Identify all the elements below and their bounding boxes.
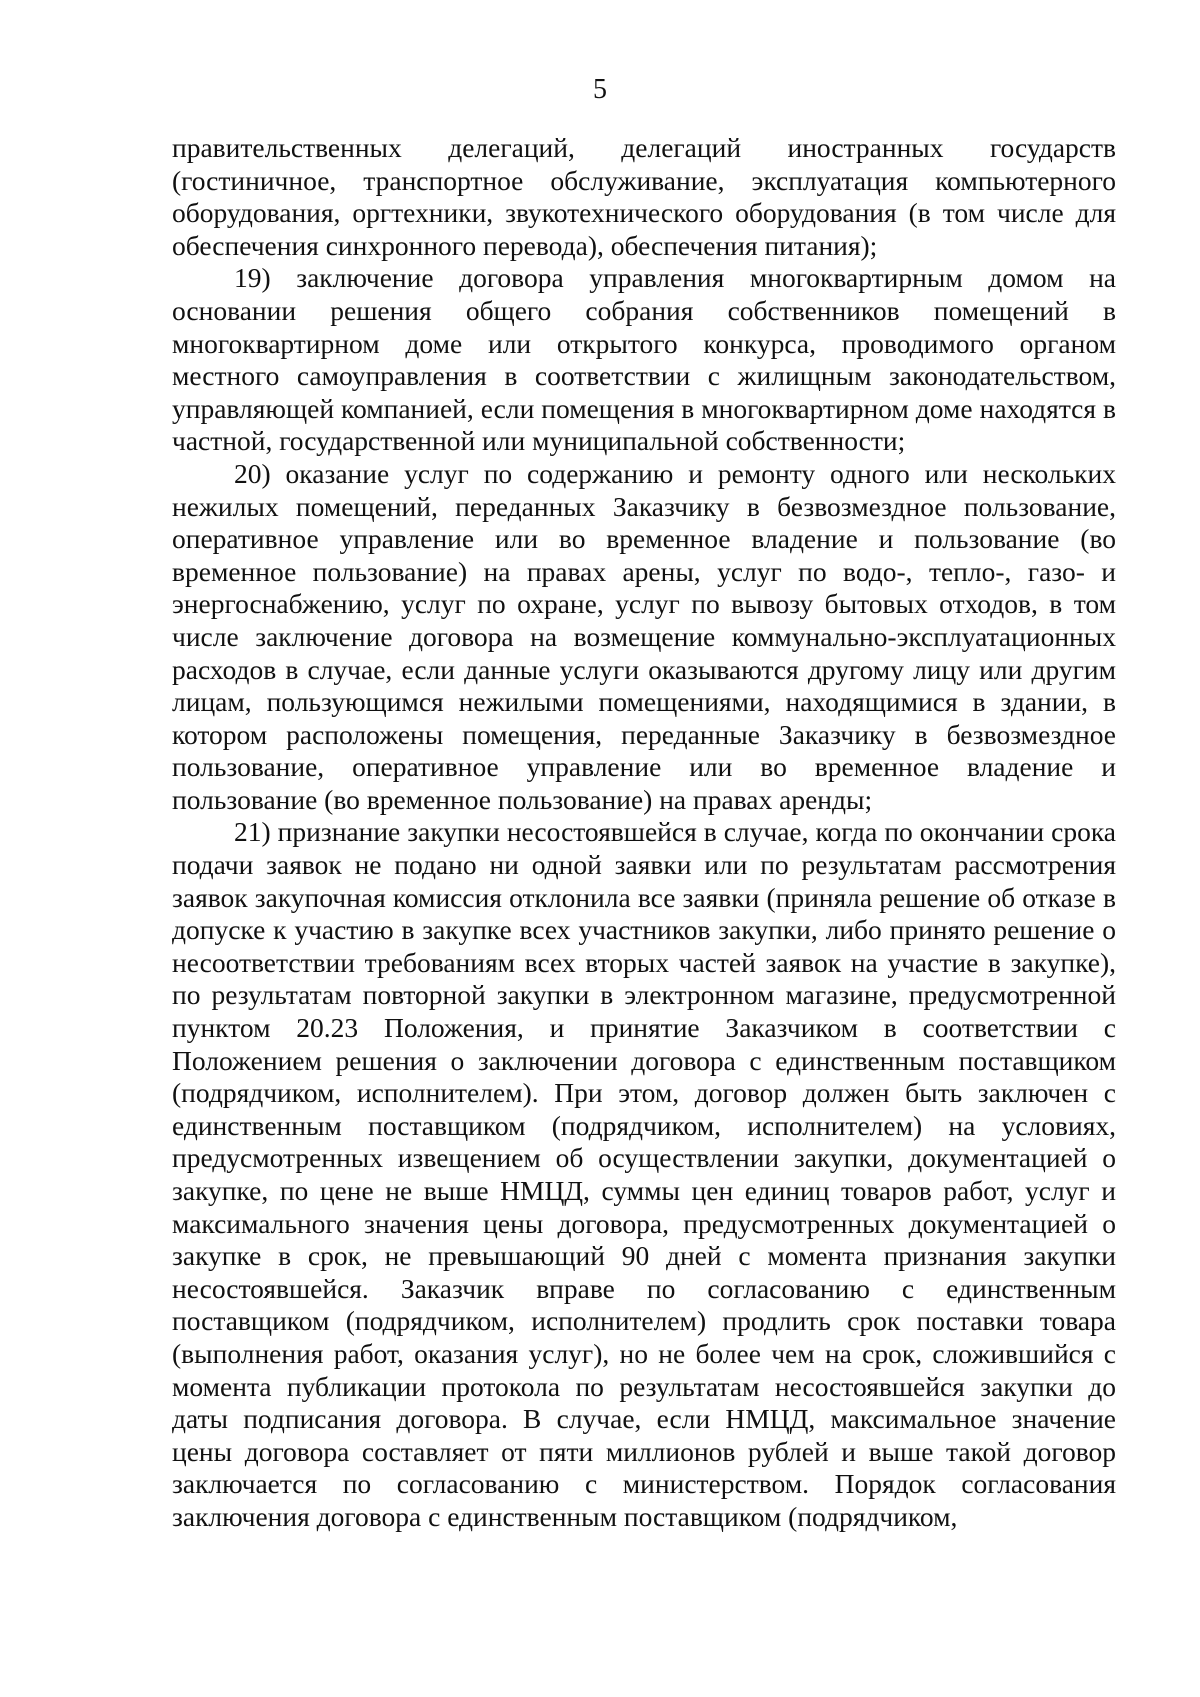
paragraph-item-20: 20) оказание услуг по содержанию и ремонту одного или нескольких нежилых помещений, переданных Заказчику в безвозмездное пользование, оперативное управление или во временное владение и пользование (во временное пользование) на правах арены, услуг по водо-, тепло-, газо- и энергоснабжению, услуг по охране, услуг по вывозу бытовых отходов, в том числе заключение договора на возмещение коммунально-эксплуатационных расходов в случае, если данные услуги оказываются другому лицу или другим лицам, пользующимся нежилыми помещениями, находящимися в здании, в котором расположены помещения, переданные Заказчику в безвозмездное пользование, оперативное управление или во временное владение и пользование (во временное пользование) на правах аренды; [172,457,1116,815]
paragraph-item-21: 21) признание закупки несостоявшейся в случае, когда по окончании срока подачи заявок не подано ни одной заявки или по результатам рассмотрения заявок закупочная комиссия отклонила все заявки (приняла решение об отказе в допуске к участию в закупке всех участников закупки, либо принято решение о несоответствии требованиям всех вторых частей заявок на участие в закупке), по результатам повторной закупки в электронном магазине, предусмотренной пунктом 20.23 Положения, и принятие Заказчиком в соответствии с Положением решения о заключении договора с единственным поставщиком (подрядчиком, исполнителем). При этом, договор должен быть заключен с единственным поставщиком (подрядчиком, исполнителем) на условиях, предусмотренных извещением об осуществлении закупки, документацией о закупке, по цене не выше НМЦД, суммы цен единиц товаров работ, услуг и максимального значения цены договора, предусмотренных документацией о закупке в срок, не превышающий 90 дней с момента признания закупки несостоявшейся. Заказчик вправе по согласованию с единственным поставщиком (подрядчиком, исполнителем) продлить срок поставки товара (выполнения работ, оказания услуг), но не более чем на срок, сложившийся с момента публикации протокола по результатам несостоявшейся закупки до даты подписания договора. В случае, если НМЦД, максимальное значение цены договора составляет от пяти миллионов рублей и выше такой договор заключается по согласованию с министерством. Порядок согласования заключения договора с единственным поставщиком (подрядчиком, [172,816,1116,1532]
paragraph-item-19: 19) заключение договора управления многоквартирным домом на основании решения общего собрания собственников помещений в многоквартирном доме или открытого конкурса, проводимого органом местного самоуправления в соответствии с жилищным законодательством, управляющей компанией, если помещения в многоквартирном доме находятся в частной, государственной или муниципальной собственности; [172,262,1116,457]
paragraph-continuation: правительственных делегаций, делегаций иностранных государств (гостиничное, транспортное обслуживание, эксплуатация компьютерного оборудования, оргтехники, звукотехнического оборудования (в том числе для обеспечения синхронного перевода), обеспечения питания); [172,132,1116,261]
document-body [172,132,1116,1534]
page-number: 5 [593,74,607,105]
